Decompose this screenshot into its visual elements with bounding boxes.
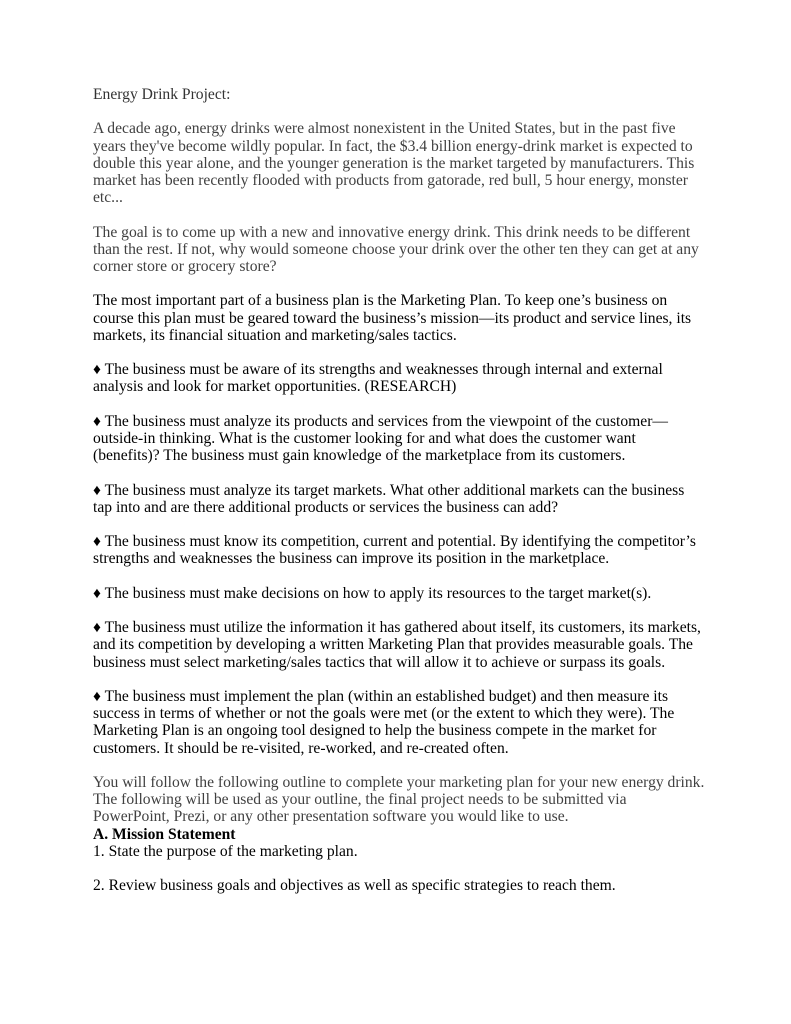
diamond-bullet-icon: ♦ [93,412,101,430]
bullet-text: The business must analyze its products and services from the viewpoint of the customer—outside-in thinking. What is the customer looking for and what does the customer want (benefits)? The business must gain knowledge of the marketplace from its customers. [93,412,669,465]
outline-intro-paragraph: You will follow the following outline to complete your marketing plan for your new energy drink. The following will be used as your outline, the final project needs to be submitted via PowerPoint, Prezi, or any other presentation software you would like to use. [93,773,705,826]
intro-paragraph-market: A decade ago, energy drinks were almost nonexistent in the United States, but in the past five years they've become wildly popular. In fact, the $3.4 billion energy-drink market is expected to double this year alone, and the younger generation is the market targeted by manufacturers. This market has been recently flooded with products from gatorade, red bull, 5 hour energy, monster etc... [93,120,695,207]
bullet-text: The business must analyze its target markets. What other additional markets can the business tap into and are there additional products or services the business can add? [93,481,685,516]
bullet-item [93,688,705,757]
bullet-item [93,533,705,567]
bullet-text: The business must make decisions on how to apply its resources to the target market(s). [104,584,652,602]
diamond-bullet-icon: ♦ [93,361,101,379]
bullet-text: The business must utilize the information it has gathered about itself, its customers, its markets, and its competition by developing a written Marketing Plan that provides measurable goals. The business must select marketing/sales tactics that will allow it to achieve or surpass its goals. [93,619,701,671]
outline-item: 1. State the purpose of the marketing plan. [93,842,358,860]
document-title: Energy Drink Project: [93,86,231,103]
diamond-bullet-icon: ♦ [93,687,101,705]
intro-paragraph-marketing-plan: The most important part of a business plan is the Marketing Plan. To keep one’s business on course this plan must be geared toward the business’s mission—its product and service lines, its markets, its financial situation and marketing/sales tactics. [93,292,692,344]
bullet-text: The business must know its competition, current and potential. By identifying the competitor’s strengths and weaknesses the business can improve its position in the marketplace. [93,533,696,568]
bullet-text: The business must be aware of its strengths and weaknesses through internal and external analysis and look for market opportunities. (RESEARCH) [93,361,663,396]
bullet-text: The business must implement the plan (within an established budget) and then measure its success in terms of whether or not the goals were met (or the extent to which they were). The Marketing Plan is an ongoing tool designed to help the business compete in the market for customers. It should be re-visited, re-worked, and re-created often. [93,687,675,757]
intro-paragraph-goal: The goal is to come up with a new and innovative energy drink. This drink needs to be different than the rest. If not, why would someone choose your drink over the other ten they can get at any corner store or grocery store? [93,223,699,275]
diamond-bullet-icon: ♦ [93,619,101,637]
bullet-item [93,361,705,395]
outline-item: 2. Review business goals and objectives as well as specific strategies to reach them. [93,877,616,895]
diamond-bullet-icon: ♦ [93,481,101,499]
bullet-item [93,413,705,465]
section-heading-mission-statement: A. Mission Statement [93,825,236,843]
diamond-bullet-icon: ♦ [93,533,101,551]
document-page [93,86,705,912]
diamond-bullet-icon: ♦ [93,584,101,602]
bullet-item [93,585,705,602]
bullet-item [93,482,705,516]
bullet-item [93,619,705,671]
